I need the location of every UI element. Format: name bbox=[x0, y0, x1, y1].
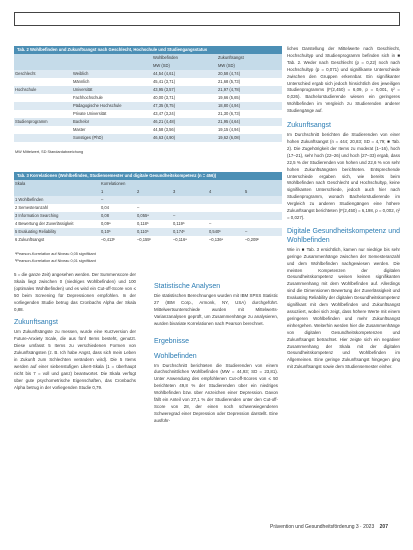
table-row bbox=[14, 236, 282, 244]
table-row bbox=[14, 86, 282, 94]
table3-cell: 0,10ᵇ bbox=[100, 228, 136, 236]
table3-cell: 0,055ᵃ bbox=[136, 212, 172, 220]
table3-row-label: 5 Evaluating Reliability bbox=[14, 228, 100, 236]
table2-cell-v2: 18,80 (4,94) bbox=[217, 102, 282, 110]
section-zukunftsangst-text: Im Durchschnitt berichten die Studierenden von einer hohen Zukunftsangst (n = 444; 20,83; SD = 4,79; ■ Tab. 2). Die Zugehörigkeit der Items zu moderat (1–16), hoch (17–21), sehr hoch (22–26) und hoch (27–33) ergab, dass 22,5 % der Studierenden von hohen und 22,6 % von sehr hohen Zukunftsängsten berichteten. Entsprechende Unterschiede ergaben sich, wie bereits beim Wohlbefinden nach Geschlecht und Hochschultyp, keine signifikanten Unterschiede, jedoch auch hier nach Studienprogramm, wonach Bachelorstudierende im Vergleich zu anderen Studiengängen eine höhere Zukunftsangst berichteten (F(2,450) = 6,198, p = 0,002, η² = 0,027). bbox=[287, 132, 401, 220]
table2-header-row2 bbox=[14, 62, 282, 70]
table2-cell-v2: 21,95 (4,64) bbox=[217, 118, 282, 126]
table3-cell bbox=[136, 196, 172, 204]
table2-body bbox=[14, 70, 282, 142]
table2-header-row bbox=[14, 54, 282, 62]
table-row bbox=[14, 134, 282, 142]
table-row bbox=[14, 102, 282, 110]
table-row bbox=[14, 118, 282, 126]
table2-cell-v2: 19,15 (4,94) bbox=[218, 127, 241, 132]
table2-cell-cat: Fachhochschule bbox=[73, 95, 103, 100]
table2-note: MW Mittelwert, SD Standardabweichung bbox=[15, 150, 84, 154]
table2-cell-v1: 44,54 (4,61) bbox=[152, 70, 217, 78]
table3-cell: – bbox=[244, 228, 282, 236]
table2-cell-cat: Männlich bbox=[73, 79, 90, 84]
table3-h-skala: Skala bbox=[14, 180, 100, 188]
table3-h-5: 5 bbox=[244, 188, 282, 196]
table2-cell-v1: 40,00 (3,71) bbox=[153, 95, 176, 100]
table3-cell bbox=[172, 196, 208, 204]
table3-row-label: 4 Bewertung der Zuverlässigkeit bbox=[15, 221, 74, 226]
footer-journal: Prävention und Gesundheitsförderung 3 · 2023 bbox=[270, 524, 375, 530]
table3-cell: 0,09ᵃ bbox=[101, 221, 111, 226]
table3-note-b: ᵇPearson-Korrelation auf Niveau 0,01 signifikant bbox=[15, 259, 96, 263]
table3-h-3: 3 bbox=[172, 188, 208, 196]
table3-header-row bbox=[14, 180, 282, 188]
table3-header-row2 bbox=[14, 188, 282, 196]
table3 bbox=[14, 180, 282, 244]
table2-cell-group bbox=[14, 134, 72, 142]
table3-cell bbox=[244, 196, 282, 204]
mid-section-wohlbefinden: Wohlbefinden bbox=[154, 352, 197, 360]
table3-cell bbox=[244, 204, 282, 212]
right-column bbox=[287, 46, 400, 371]
table2-cell-v2: 21,97 (4,78) bbox=[217, 86, 282, 94]
table-row bbox=[14, 70, 282, 78]
left-text-1: 5 = die ganze Zeit) angesehen werden. Der Summenscore der Skala liegt zwischen 0 (niedriges Wohlbefinden) und 100 (optimales Wohlbefinden) und es wird ein Cut-off-Score von ≤ 50 beim Screening für Depressionen empfohlen. In der vorliegenden Studie betrug das Cronbachs Alpha der Skala 0,88. bbox=[14, 272, 136, 312]
table3-cell bbox=[244, 212, 282, 220]
table2-col2: Zukunftsangst bbox=[217, 54, 282, 62]
table3-row-label: 3 Information Searching bbox=[14, 212, 100, 220]
left-section-title: Zukunftsangst bbox=[14, 319, 58, 327]
table2-cell-v2: 19,62 (6,08) bbox=[217, 134, 282, 142]
table2 bbox=[14, 54, 282, 142]
table3-cell: – bbox=[137, 205, 140, 210]
table2-cell-v1: 43,47 (3,24) bbox=[153, 111, 176, 116]
table2-cell-cat: Universität bbox=[72, 86, 152, 94]
mid-text-1: Die statistischen Berechnungen wurden mit IBM SPSS Statistic 27 (IBM Corp., Armonk, NY, USA) durchgeführt. Mittelwertsunterschiede wurden mit Mittelwerts-Varianzanalysen geprüft, um Zusammenhänge zu analysieren, wurden bivariate Korrelationen nach Pearson berechnet. bbox=[154, 293, 278, 326]
table3-cell: –0,209ᵇ bbox=[245, 237, 260, 242]
table3-cell bbox=[208, 196, 244, 204]
table-row bbox=[14, 220, 282, 228]
table3-cell bbox=[208, 212, 244, 220]
table2-cell-v1: 43,95 (3,57) bbox=[152, 86, 217, 94]
table3-h-2: 2 bbox=[136, 188, 172, 196]
table3-cell: 0,118ᵇ bbox=[137, 221, 149, 226]
table2-cell-cat: Master bbox=[73, 127, 86, 132]
mid-text-2: Im Durchschnitt berichteten die Studierenden von einem durchschnittlichen Wohlbefinden (MW = 44,93; SD = 23,81). Unter Anwendung des empfohlenen Cut-off-Scores von ≤ 50 berichteten 49,8 % der Studierenden über ein niedriges Wohlbefinden bzw. über Anzeichen einer Depression. Davon fällt ein Anteil von 27,1 % der Studierenden unter den Cut-off-Score von 28, der einen noch schwerwiegenderen Schweregrad einer Depression oder Depression darstellt. Eine ausführ- bbox=[154, 362, 278, 423]
table2-cell-cat: Private Universität bbox=[73, 111, 107, 116]
right-top-paragraph: liches Darstellung der Mittelwerte nach Geschlecht, Hochschultyp und Studienprogramm befinden sich in ■ Tab. 2. Weder nach Geschlecht (p = 0,22) noch nach Hochschultyp (p = 0,071) und signifikante Unterschiede zwischen den Gruppen erkennbar. Ein signifikanter Unterschied ergab sich jedoch hinsichtlich des jeweiligen Studienprogramms (F(2,450) = 6,09, p = 0,001, η² = 0,026). Bachelorstudierende wiesen ein geringeres Wohlbefinden im Vergleich zu Studierenden anderer Studiengänge auf. bbox=[287, 46, 400, 114]
table3-title: Tab. 3 Korrelationen (Wohlbefinden, Studiensemester und digitale Gesundheitskompetenz (n = 456)) bbox=[14, 172, 282, 180]
header-box bbox=[14, 12, 400, 26]
table-row bbox=[14, 126, 282, 134]
table2-cell-v1: 44,58 (3,56) bbox=[153, 127, 176, 132]
table-row bbox=[14, 204, 282, 212]
mid-section-ergebnisse: Ergebnisse bbox=[154, 337, 190, 345]
table2-cell-v2: 20,58 (4,74) bbox=[217, 70, 282, 78]
table3-cell: 0,119ᵇ bbox=[173, 221, 185, 226]
table3-cell bbox=[172, 204, 208, 212]
table3-cell: –0,413ᵇ bbox=[101, 237, 116, 242]
table2-cell-group: Hochschule bbox=[14, 86, 72, 94]
table-row bbox=[14, 228, 282, 236]
table3-cell: –0,116ᵃ bbox=[173, 237, 187, 242]
table2-cell-cat: Sonstiges (PhD) bbox=[72, 134, 152, 142]
table2-cell-group bbox=[14, 102, 72, 110]
page-footer bbox=[270, 524, 388, 530]
table3-h-korr: Korrelationen bbox=[100, 180, 282, 188]
table-row bbox=[14, 212, 282, 220]
page-number: 207 bbox=[379, 524, 388, 530]
table3-cell bbox=[244, 220, 282, 228]
table-row bbox=[14, 196, 282, 204]
table-row bbox=[14, 94, 282, 102]
table3-cell: 0,08 bbox=[100, 212, 136, 220]
left-text-2: Um Zukunftsängste zu messen, wurde eine Kurzversion der Future-Anxiety Scale, die aus fünf Items besteht, genutzt. Diese umfasst 5 Items zu verschiedenen Formen von Zukunftsängsten (z. B. Ich habe Angst, dass sich mein Leben in Zukunft zum Schlechten verändern wird). Die 5 Items werden auf einer siebenstufigen Likert-Skala (1 = überhaupt nicht bis 7 = voll und ganz) beantwortet. Die Skala verfügt über gute psychometrische Eigenschaften, das Cronbachs Alpha betrug in der vorliegenden Studie 0,79. bbox=[14, 329, 136, 390]
table2-cell-v2: 21,68 (5,73) bbox=[218, 79, 241, 84]
table2-cell-v1: 46,63 (4,90) bbox=[152, 134, 217, 142]
table2-cell-v2: 21,30 (6,73) bbox=[218, 111, 241, 116]
table2-cell-cat: Weiblich bbox=[72, 70, 152, 78]
mid-section-analysen: Statistische Analysen bbox=[154, 283, 221, 290]
table-row bbox=[14, 78, 282, 86]
table2-cell-v1: 45,41 (3,71) bbox=[153, 79, 176, 84]
table2-col2-unit: MW (SD) bbox=[217, 62, 282, 70]
table2-col1: Wohlbefinden bbox=[152, 54, 217, 62]
table3-cell: 0,540ᵇ bbox=[208, 228, 244, 236]
table3-note-a: ᵃPearson-Korrelation auf Niveau 0,05 signifikant bbox=[15, 252, 96, 256]
table2-col1-unit: MW (SD) bbox=[152, 62, 217, 70]
table3-cell: –0,155ᵇ bbox=[137, 237, 152, 242]
table2-cell-group: Studienprogramm bbox=[14, 118, 72, 126]
table2-cell-group bbox=[14, 78, 72, 86]
table3-cell: 0,174ᵇ bbox=[172, 228, 208, 236]
table2-cell-v1: 46,21 (4,48) bbox=[152, 118, 217, 126]
table3-h-1: 1 bbox=[100, 188, 136, 196]
table2-cell-v2: 19,66 (5,65) bbox=[218, 95, 241, 100]
table3-cell: – bbox=[100, 196, 136, 204]
table3-body bbox=[14, 196, 282, 244]
section-dgk-text: Wie in ■ Tab. 3 ersichtlich, kamen nur niedrige bis sehr geringe Zusammenhänge zwischen der Semesteranzahl und dem Wohlbefinden nachgewiesen werden. Die meisten Kompetenzen der digitalen Gesundheitskompetenz weisen keinen signifikanten Zusammenhang mit dem Wohlbefinden auf. Allerdings sind die Dimensionen Bewertung der Zuverlässigkeit und Evaluating Reliability der digitalen Gesundheitskompetenz signifikant mit dem Wohlbefinden und Zukunftsangst assoziiert, wobei sich zeigt, dass höhere Werte mit einem geringeren Wohlbefinden und mehr Zukunftsangst einhergehen. Weiterhin werden hier die Zusammenhänge von digitalen Gesundheitskompetenzen und Zukunftsangst betrachtet. Hier zeigte sich ein negativer Zusammenhang der Skala mit der digitalen Gesundheitskompetenz und Wohlbefinden im Allgemeinen. Eine geringe Zukunftsangst hingegen ging mit Zukunftsangst sowie dem Studiensemester einher. bbox=[287, 246, 401, 370]
table2-cell-group: Geschlecht bbox=[14, 70, 72, 78]
table3-cell: –0,136ᵃ bbox=[209, 237, 224, 242]
table2-cell-v1: 47,35 (8,75) bbox=[152, 102, 217, 110]
table3-cell: – bbox=[209, 221, 212, 226]
table3-row-label: 2 Semesteranzahl bbox=[15, 205, 48, 210]
section-zukunftsangst-title: Zukunftsangst bbox=[287, 122, 331, 130]
table2-cell-cat: Bachelor bbox=[72, 118, 152, 126]
left-column bbox=[14, 272, 136, 392]
table-row bbox=[14, 110, 282, 118]
table3-cell bbox=[208, 204, 244, 212]
table2-cell-cat: Pädagogische Hochschule bbox=[72, 102, 152, 110]
section-dgk-title: Digitale Gesundheitskompetenz und Wohlbefinden bbox=[287, 227, 400, 244]
table2-title: Tab. 2 Wohlbefinden und Zukunftsangst nach Geschlecht, Hochschule und Studiengangsstatus bbox=[14, 46, 282, 54]
table3-h-4: 4 bbox=[208, 188, 244, 196]
table3-row-label: 1 Wohlbefinden bbox=[14, 196, 100, 204]
table3-cell: – bbox=[172, 212, 208, 220]
table3-cell: 0,04 bbox=[101, 205, 109, 210]
table3-cell: 0,110ᵇ bbox=[136, 228, 172, 236]
middle-column bbox=[154, 280, 278, 425]
table2-cell-group bbox=[14, 110, 72, 118]
table2-cell-group bbox=[14, 94, 72, 102]
table2-cell-group bbox=[14, 126, 72, 134]
table3-row-label: 6 Zukunftsangst bbox=[15, 237, 45, 242]
